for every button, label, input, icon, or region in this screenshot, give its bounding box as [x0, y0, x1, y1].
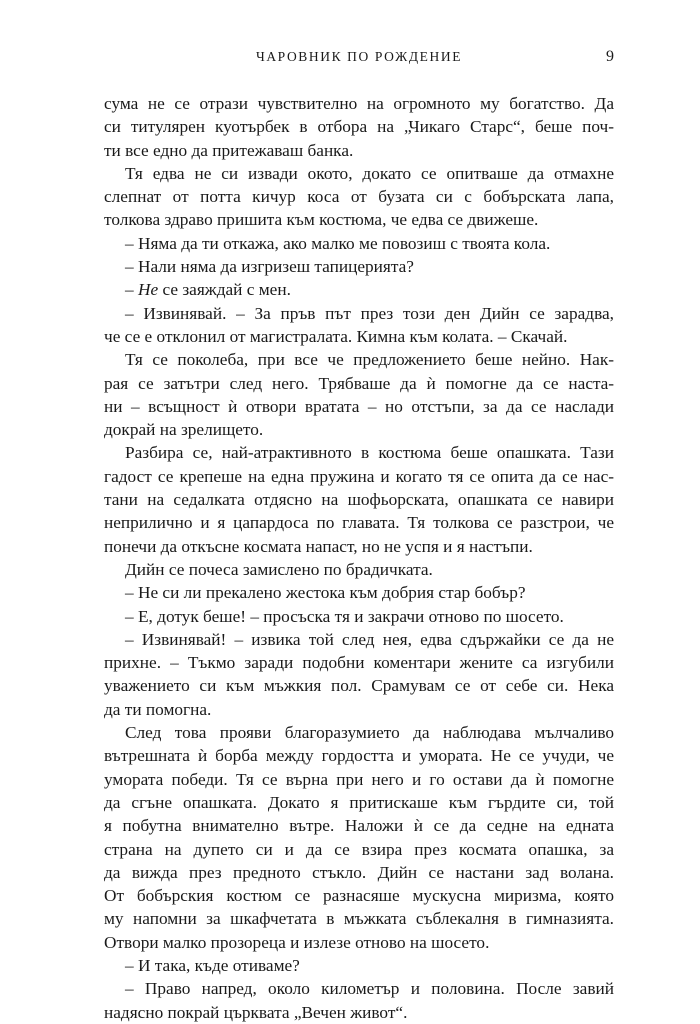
- text-line: страна на дупето си и да се взира през космата опашка, за: [104, 839, 614, 859]
- paragraph: [104, 721, 614, 954]
- text-line: вътрешната ѝ борба между гордостта и умората. Не се учуди, че: [104, 746, 614, 766]
- text-line: След това прояви благоразумието да наблюдава мълчаливо: [125, 723, 614, 743]
- text-line: си титулярен куотърбек в отбора на „Чикаго Старс“, беше поч-: [104, 117, 614, 137]
- text-line: гадост се крепеше на една пружина и когато тя се опита да се нас-: [104, 466, 614, 486]
- text-line: – И така, къде отиваме?: [125, 955, 300, 975]
- text-line: – Не си ли прекалено жестока към добрия стар бобър?: [125, 583, 526, 603]
- text-line: ни – всъщност ѝ отвори вратата – но отстъпи, за да се наслади: [104, 396, 614, 416]
- text-line: толкова здраво пришита към костюма, че едва се движеше.: [104, 210, 539, 230]
- paragraph: [104, 348, 614, 441]
- text-line: Тя едва не си извади окото, докато се опитваше да отмахне: [125, 163, 614, 183]
- text-line: Дийн се почеса замислено по брадичката.: [125, 559, 433, 579]
- text-line: я побутна внимателно вътре. Наложи ѝ се да седне на едната: [104, 816, 614, 836]
- paragraph: [104, 581, 614, 604]
- emphasis: Не: [137, 280, 159, 300]
- running-title: ЧАРОВНИК ПО РОЖДЕНИЕ: [255, 49, 463, 64]
- text-line: уважението си към мъжкия пол. Срамувам се от себе си. Нека: [104, 676, 614, 696]
- paragraph: [104, 162, 614, 232]
- text-line: Отвори малко прозореца и излезе отново на шосето.: [104, 932, 490, 952]
- text-line: да ти помогна.: [104, 699, 212, 719]
- text-line: тани на седалката отдясно на шофьорската, опашката се навири: [104, 490, 614, 510]
- text-line: – Е, дотук беше! – просъска тя и закрачи отново по шосето.: [125, 606, 564, 626]
- text-line: неприлично и я цапардоса по главата. Тя толкова се разстрои, че: [104, 513, 614, 533]
- text-line: докрай на зрелището.: [104, 420, 264, 440]
- text-line: слепнат от потта кичур коса от бузата си с бобърската лапа,: [104, 187, 614, 207]
- paragraph: [104, 232, 614, 255]
- text-line: Тя се поколеба, при все че предложението беше нейно. Нак-: [125, 350, 614, 370]
- text-line: – Не се заяждай с мен.: [125, 280, 291, 300]
- text-line: му напомни за шкафчетата в мъжката съблекалня в гимназията.: [104, 909, 614, 929]
- text-line: – Нали няма да изгризеш тапицерията?: [125, 257, 414, 277]
- running-head: [104, 47, 614, 67]
- text-line: да вижда през предното стъкло. Дийн се настани зад волана.: [104, 862, 614, 882]
- text-line: ти все едно да притежаваш банка.: [104, 140, 354, 160]
- text-line: Разбира се, най-атрактивното в костюма беше опашката. Тази: [125, 443, 614, 463]
- body-text: [104, 92, 614, 1024]
- paragraph: [104, 558, 614, 581]
- paragraph: [104, 954, 614, 977]
- text-line: надясно покрай църквата „Вечен живот“.: [104, 1002, 408, 1022]
- paragraph: [104, 255, 614, 278]
- paragraph: [104, 92, 614, 162]
- paragraph: [104, 302, 614, 349]
- text-line: От бобърския костюм се разнасяше мускусна миризма, която: [104, 886, 614, 906]
- text-line: понечи да откъсне космата напаст, но не успя и я настъпи.: [104, 536, 533, 556]
- paragraph: [104, 977, 614, 1024]
- text-line: – Извинявай! – извика той след нея, едва сдържайки се да не: [125, 629, 614, 649]
- text-line: да сгъне опашката. Докато я притискаше към гърдите си, той: [104, 792, 614, 812]
- text-line: прихне. – Тъкмо заради подобни коментари жените са изгубили: [104, 653, 614, 673]
- text-line: умората победи. Тя се върна при него и го остави да ѝ помогне: [104, 769, 614, 789]
- paragraph: [104, 278, 614, 301]
- paragraph: [104, 605, 614, 628]
- text-line: рая се затътри след него. Трябваше да ѝ помогне да се настa-: [104, 373, 614, 393]
- text-line: – Извинявай. – За пръв път през този ден Дийн се зарадва,: [125, 303, 614, 323]
- text-line: – Няма да ти откажа, ако малко ме повозиш с твоята кола.: [125, 233, 551, 253]
- paragraph: [104, 441, 614, 557]
- text-line: че се е отклонил от магистралата. Кимна към колата. – Скачай.: [104, 326, 568, 346]
- text-line: сума не се отрази чувствително на огромното му богатство. Да: [104, 94, 614, 113]
- text-line: – Право напред, около километър и половина. После завий: [125, 979, 614, 999]
- paragraph: [104, 628, 614, 721]
- page-number: 9: [606, 48, 614, 65]
